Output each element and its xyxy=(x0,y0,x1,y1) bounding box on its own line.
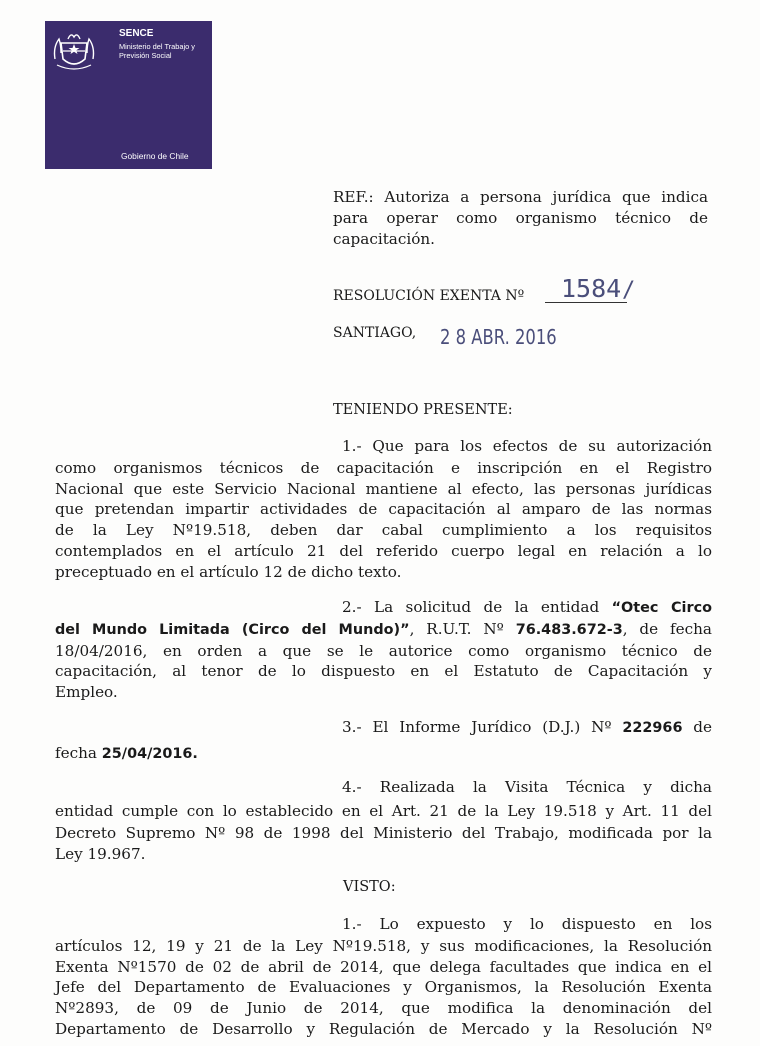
p2-entity-name: del Mundo Limitada (Circo del Mundo)” xyxy=(55,622,410,638)
teniendo-p4-line: entidad cumple con lo establecido en el Art. 21 de la Ley 19.518 y Art. 11 del xyxy=(55,802,712,820)
ref-block xyxy=(333,187,708,250)
teniendo-p1-line: contemplados en el artículo 21 del referido cuerpo legal en relación a lo xyxy=(55,541,712,560)
teniendo-p1-first: 1.- Que para los efectos de su autorización xyxy=(342,437,712,455)
visto-p1-line: Exenta Nº1570 de 02 de abril de 2014, que delega facultades que indica en el xyxy=(55,957,712,976)
coat-of-arms-icon xyxy=(51,29,97,71)
p2-rut: 76.483.672-3 xyxy=(515,622,623,638)
p2-entity-name: “Otec Circo xyxy=(611,600,712,616)
visto-p1-line: Departamento de Desarrollo y Regulación de Mercado y la Resolución Nº xyxy=(55,1019,712,1038)
teniendo-p1-line: preceptuado en el artículo 12 de dicho texto. xyxy=(55,562,402,581)
resolution-tail: / xyxy=(622,278,636,303)
visto-p1-line: artículos 12, 19 y 21 de la Ley Nº19.518, y sus modificaciones, la Resolución xyxy=(55,937,712,955)
teniendo-p3-first xyxy=(342,717,712,739)
ref-label: REF.: xyxy=(333,188,374,206)
teniendo-p2-first xyxy=(342,597,712,619)
teniendo-p2-line xyxy=(55,619,712,641)
teniendo-p1-line: Nacional que este Servicio Nacional mantiene al efecto, las personas jurídicas xyxy=(55,479,712,498)
visto-p1-line: Jefe del Departamento de Evaluaciones y Organismos, la Resolución Exenta xyxy=(55,978,712,997)
p3-text: de xyxy=(682,718,712,736)
teniendo-p1-line: de la Ley Nº19.518, deben dar cabal cumplimiento a los requisitos xyxy=(55,521,712,540)
p2-text: , R.U.T. Nº xyxy=(409,620,516,638)
p3-text: fecha xyxy=(55,744,102,762)
teniendo-p4-body xyxy=(55,801,712,866)
ref-line-1 xyxy=(333,187,708,208)
p2-text: 2.- La solicitud de la entidad xyxy=(342,598,612,616)
visto-p1-first: 1.- Lo expuesto y lo dispuesto en los xyxy=(342,915,712,933)
place-label: SANTIAGO, xyxy=(333,325,417,341)
ref-line-2: para operar como organismo técnico de xyxy=(333,209,708,227)
p3-date: 25/04/2016. xyxy=(101,746,198,762)
teniendo-p1-body xyxy=(55,458,712,582)
p2-text: , de fecha xyxy=(622,620,712,638)
teniendo-p2-line: 18/04/2016, en orden a que se le autorice como organismo técnico de xyxy=(55,641,712,660)
visto-p1-line: Nº2893, de 09 de Junio de 2014, que modifica la denominación del xyxy=(55,999,712,1018)
teniendo-p2-body xyxy=(55,619,712,703)
teniendo-heading: TENIENDO PRESENTE: xyxy=(333,402,513,418)
teniendo-p4-first: 4.- Realizada la Visita Técnica y dicha xyxy=(342,778,712,796)
p3-report-number: 222966 xyxy=(622,720,683,736)
logo-org: SENCE xyxy=(119,28,154,39)
teniendo-p4-line: Decreto Supremo Nº 98 de 1998 del Ministerio del Trabajo, modificada por la xyxy=(55,823,712,842)
p3-text: 3.- El Informe Jurídico (D.J.) Nº xyxy=(342,718,623,736)
logo-government: Gobierno de Chile xyxy=(121,151,189,161)
teniendo-p2-line: capacitación, al tenor de lo dispuesto en el Estatuto de Capacitación y xyxy=(55,662,712,681)
ref-text-1: Autoriza a persona jurídica que indica xyxy=(384,188,709,206)
resolution-label: RESOLUCIÓN EXENTA Nº xyxy=(333,288,525,304)
teniendo-p4-line: Ley 19.967. xyxy=(55,845,146,863)
teniendo-p3-second xyxy=(55,743,198,765)
sence-logo xyxy=(45,21,212,169)
teniendo-p1-line: que pretendan impartir actividades de capacitación al amparo de las normas xyxy=(55,500,712,519)
ref-line-3: capacitación. xyxy=(333,230,435,248)
date-stamp: 2 8 ABR. 2016 xyxy=(440,325,557,349)
logo-ministry: Ministerio del Trabajo y Previsión Social xyxy=(119,42,195,60)
teniendo-p2-line: Empleo. xyxy=(55,683,118,702)
visto-p1-body xyxy=(55,936,712,1040)
teniendo-p1-line: como organismos técnicos de capacitación e inscripción en el Registro xyxy=(55,459,712,477)
resolution-number: 1584 xyxy=(561,274,622,303)
visto-heading: VISTO: xyxy=(343,879,396,895)
